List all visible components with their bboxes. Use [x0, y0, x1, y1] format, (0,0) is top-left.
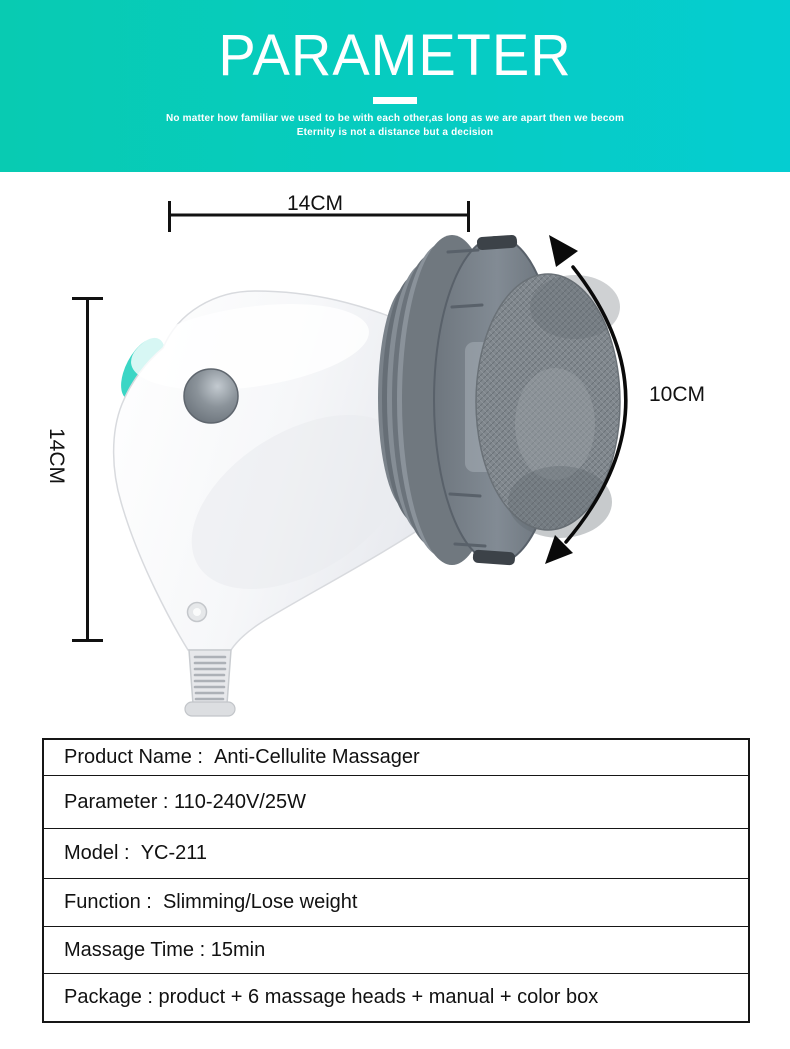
spec-table [42, 738, 750, 1023]
spec-value: 110-240V/25W [174, 790, 306, 813]
width-dimension-label: 14CM [286, 192, 344, 215]
stem-end-cap [185, 702, 235, 716]
screw-center [193, 608, 201, 616]
spec-separator: : [157, 790, 175, 813]
massager-product [112, 235, 620, 716]
spec-value: YC-211 [140, 842, 208, 864]
product-figure [0, 172, 790, 732]
spec-label: Parameter [64, 790, 158, 813]
spec-separator: : [141, 986, 159, 1008]
mesh-shadow-top [530, 275, 620, 339]
band-top-slot [477, 235, 518, 251]
spec-label: Product Name [64, 746, 192, 768]
head-dimension-label: 10CM [648, 383, 706, 406]
spec-label: Model [64, 842, 119, 864]
table-row [44, 740, 748, 775]
power-button [184, 369, 238, 423]
spec-value: Anti-Cellulite Massager [214, 746, 420, 768]
spec-separator: : [191, 746, 215, 768]
width-dimension [168, 192, 470, 232]
header-banner [0, 0, 790, 172]
table-row [44, 973, 748, 1021]
table-row [44, 878, 748, 926]
page-title: PARAMETER [218, 21, 572, 88]
table-row [44, 775, 748, 828]
spec-value: product + 6 massage heads + manual + color box [158, 986, 599, 1008]
header-subtitle-line2: Eternity is not a distance but a decision [296, 126, 494, 138]
arrowhead-top [549, 235, 578, 267]
table-row [44, 828, 748, 878]
product-illustration [0, 172, 790, 732]
spec-label: Massage Time [64, 938, 195, 961]
table-row [44, 926, 748, 973]
mesh-window [515, 368, 595, 480]
header-subtitle-line1: No matter how familiar we used to be with each other,as long as we are apart then we becom [165, 112, 625, 124]
spec-value: 15min [210, 938, 266, 961]
spec-separator: : [118, 842, 141, 864]
spec-separator: : [140, 891, 163, 913]
title-divider [373, 97, 417, 104]
height-dimension [45, 297, 103, 642]
spec-label: Function [64, 891, 141, 913]
height-dimension-label: 14CM [45, 427, 68, 485]
spec-label: Package [64, 986, 142, 1008]
spec-value: Slimming/Lose weight [162, 891, 358, 913]
spec-separator: : [194, 938, 211, 961]
